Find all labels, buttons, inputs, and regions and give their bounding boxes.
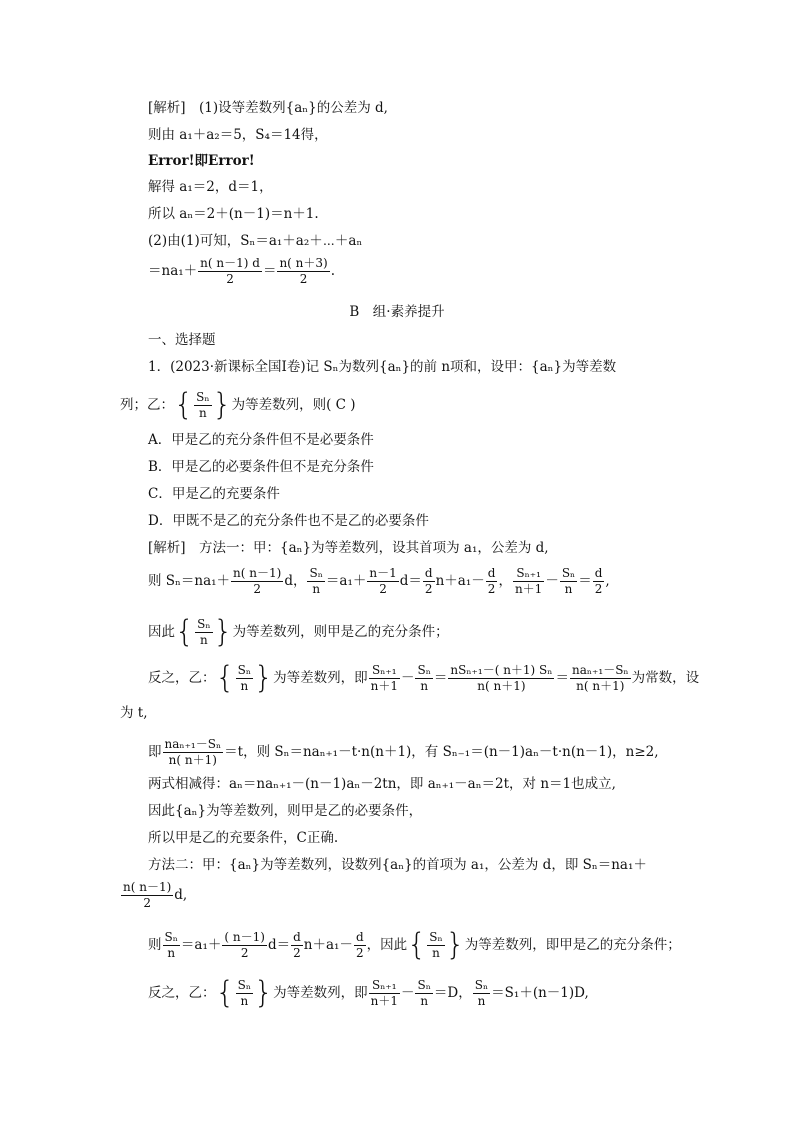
section-heading: B 组·素养提升 (349, 304, 445, 320)
text-line: 方法二：甲：{aₙ}为等差数列，设数列{aₙ}的首项为 a₁，公差为 d，即 Sₙ＝na₁＋ (148, 857, 647, 873)
formula-line: 则 $\frac{\text{Sₙ}}{n}$ ＝a₁＋ $\frac{( n-1)}{2}$ d＝ $\frac{d}{2}$ n＋a₁－ $\frac{d}{2}$ ，因此{ $\frac{\text{Sₙ}}{n}$ }为等差数列，即甲是乙的充分条件； (148, 927, 681, 963)
formula-line: ＝na₁＋ $\frac{n( n-1) d}{2}$ ＝ $\frac{n( n+3)}{2}$ . (148, 256, 336, 286)
question-text: 1．(2023·新课标全国Ⅰ卷)记 Sₙ为数列{aₙ}的前 n项和，设甲：{aₙ}为等差数 (148, 359, 617, 375)
text-line: 则由 a₁＋a₂＝5，S₄＝14得， (148, 127, 328, 143)
option-b: B．甲是乙的必要条件但不是充分条件 (148, 459, 374, 475)
text-line: 两式相减得：aₙ＝naₙ₊₁－(n－1)aₙ－2tn，即 aₙ₊₁－aₙ＝2t，对 n＝1也成立, (148, 776, 616, 792)
text-line: 所以 aₙ＝2＋(n－1)＝n＋1. (148, 206, 319, 222)
option-d: D．甲既不是乙的充分条件也不是乙的必要条件 (148, 513, 429, 529)
formula-line: 则 Sₙ＝na₁＋ $\frac{n( n-1)}{2}$ d， $\frac{\text{Sₙ}}{n}$ ＝a₁＋ $\frac{n-1}{2}$ d＝ $\frac{d}{2}$ n＋a₁－ $\frac{d}{2}$ ， $\frac{\text{Sₙ₊₁}}{n+1}$ － $\frac{\text{Sₙ}}{n}$ ＝ $\frac{d}{2}$ , (148, 566, 610, 596)
question-text: 列；乙：{ $\frac{\text{Sₙ}}{n}$ }为等差数列，则( C ) (120, 387, 356, 423)
text-line: 因此{aₙ}为等差数列，则甲是乙的必要条件， (148, 803, 423, 819)
text-line: [解析] (1)设等差数列{aₙ}的公差为 d, (148, 100, 388, 116)
formula-line: 即 $\frac{\text{naₙ₊₁－Sₙ}}{n( n+1)}$ ＝t，则 Sₙ＝naₙ₊₁－t·n(n＋1)，有 Sₙ₋₁＝(n－1)aₙ－t·n(n－1)，n≥2, (148, 737, 659, 767)
text-line: (2)由(1)可知，Sₙ＝a₁＋a₂＋⋯＋aₙ (148, 233, 363, 249)
option-c: C．甲是乙的充要条件 (148, 486, 280, 502)
formula-line: $\frac{n( n-1)}{2}$ d, (123, 880, 188, 910)
formula-line: 因此{ $\frac{\text{Sₙ}}{n}$ }为等差数列，则甲是乙的充分条件； (148, 614, 449, 650)
subsection-heading: 一、选择题 (148, 332, 216, 348)
formula-line: 反之，乙：{ $\frac{\text{Sₙ}}{n}$ }为等差数列，即 $\frac{\text{Sₙ₊₁}}{n+1}$ － $\frac{\text{Sₙ}}{n}$ ＝D， $\frac{\text{Sₙ}}{n}$ ＝S₁＋(n－1)D, (148, 975, 589, 1011)
text-line: [解析] 方法一：甲：{aₙ}为等差数列，设其首项为 a₁，公差为 d, (148, 540, 549, 556)
text-line: Error!即Error! (148, 153, 255, 169)
text-line: 解得 a₁＝2，d＝1， (148, 179, 273, 195)
text-line: 所以甲是乙的充要条件，C正确. (148, 830, 339, 846)
formula-line: 反之，乙：{ $\frac{\text{Sₙ}}{n}$ }为等差数列，即 $\frac{\text{Sₙ₊₁}}{n+1}$ － $\frac{\text{Sₙ}}{n}$ ＝ $\frac{\text{nSₙ₊₁－( n＋1) Sₙ}}{n( n+1)}$ ＝ $\frac{\text{naₙ₊₁－Sₙ}}{n( n+1)}$ 为常数，设 (148, 660, 700, 696)
option-a: A．甲是乙的充分条件但不是必要条件 (148, 432, 374, 448)
text-line: 为 t, (120, 705, 148, 721)
